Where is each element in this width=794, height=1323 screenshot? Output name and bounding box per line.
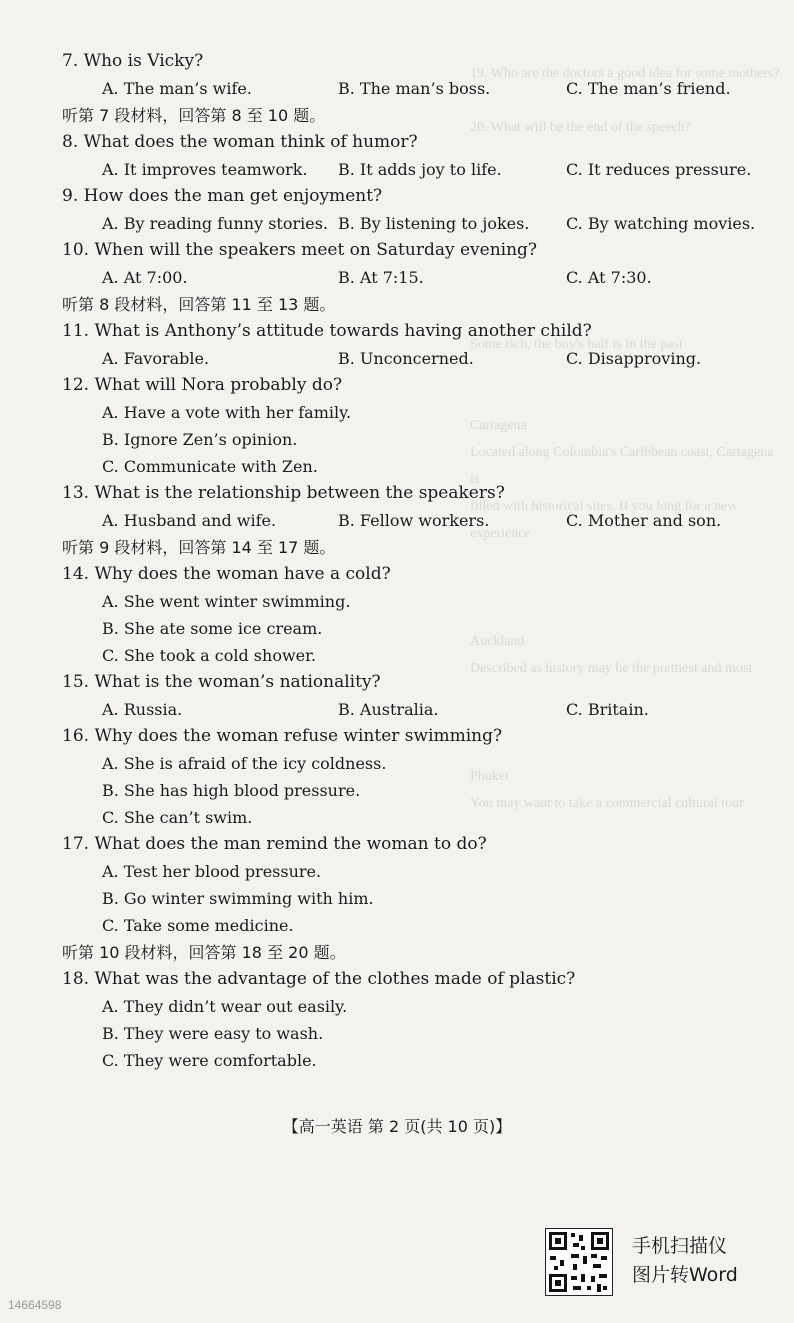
option-b: B. Unconcerned. — [338, 349, 474, 368]
question-15-options — [62, 696, 762, 723]
bleed-line: Located along Colombia's Caribbean coast, Cartagena is — [470, 445, 774, 487]
question-9-options — [62, 210, 762, 237]
option-b: B. Australia. — [338, 700, 439, 719]
question-12: 12. What will Nora probably do? — [62, 375, 343, 395]
option-a: A. Have a vote with her family. — [102, 403, 352, 422]
option-c: C. Disapproving. — [566, 349, 702, 368]
option-b: B. By listening to jokes. — [338, 214, 530, 233]
option-a: A. At 7:00. — [102, 268, 188, 287]
option-b: B. It adds joy to life. — [338, 160, 502, 179]
bleed-line: You may want to take a commercial cultural tour — [470, 796, 744, 811]
qr-caption-line1: 手机扫描仪 — [632, 1235, 728, 1257]
option-b: B. Fellow workers. — [338, 511, 490, 530]
bleed-line: Described as history may be the prettiest and most — [470, 661, 753, 676]
bleed-line: Cartagena — [470, 418, 527, 433]
question-10: 10. When will the speakers meet on Saturday evening? — [62, 240, 538, 260]
question-15: 15. What is the woman’s nationality? — [62, 672, 381, 692]
question-13-options — [62, 507, 762, 534]
document-number: 14664598 — [8, 1298, 62, 1312]
question-10-options — [62, 264, 762, 291]
exam-page-content — [62, 48, 762, 1074]
question-16: 16. Why does the woman refuse winter swimming? — [62, 726, 503, 746]
qr-caption-line2: 图片转Word — [632, 1264, 738, 1286]
option-c: C. It reduces pressure. — [566, 160, 752, 179]
bleed-line: 19. Who are the doctors a good idea for some mothers? — [470, 66, 780, 81]
question-18: 18. What was the advantage of the clothes made of plastic? — [62, 969, 576, 989]
option-a: A. Husband and wife. — [102, 511, 277, 530]
option-c: C. Communicate with Zen. — [102, 457, 318, 476]
option-a: A. Russia. — [102, 700, 183, 719]
question-17: 17. What does the man remind the woman to do? — [62, 834, 487, 854]
option-b: B. The man’s boss. — [338, 79, 491, 98]
question-8-options — [62, 156, 762, 183]
page-footer: 【高一英语 第 2 页(共 10 页)】 — [282, 1117, 512, 1136]
question-14: 14. Why does the woman have a cold? — [62, 564, 391, 584]
option-b: B. Ignore Zen’s opinion. — [102, 430, 298, 449]
option-a: A. Favorable. — [102, 349, 210, 368]
option-b: B. She has high blood pressure. — [102, 781, 361, 800]
bleed-line: Auckland — [470, 634, 525, 649]
bleed-line: Some rich, the boy's half is in the past — [470, 337, 683, 352]
option-c: C. She took a cold shower. — [102, 646, 317, 665]
bleed-line: Phuket — [470, 769, 509, 784]
option-c: C. The man’s friend. — [566, 79, 731, 98]
option-a: A. They didn’t wear out easily. — [102, 997, 348, 1016]
option-c: C. At 7:30. — [566, 268, 652, 287]
question-8: 8. What does the woman think of humor? — [62, 132, 418, 152]
option-b: B. Go winter swimming with him. — [102, 889, 374, 908]
question-13: 13. What is the relationship between the speakers? — [62, 483, 505, 503]
option-c: C. Mother and son. — [566, 511, 722, 530]
option-a: A. It improves teamwork. — [102, 160, 308, 179]
option-a: A. The man’s wife. — [102, 79, 252, 98]
option-a: A. Test her blood pressure. — [102, 862, 322, 881]
option-a: A. She is afraid of the icy coldness. — [102, 754, 387, 773]
section-heading-9: 听第 9 段材料，回答第 14 至 17 题。 — [62, 538, 336, 557]
question-11: 11. What is Anthony’s attitude towards having another child? — [62, 321, 592, 341]
bleed-line: 20. What will be the end of the speech? — [470, 120, 691, 135]
option-b: B. She ate some ice cream. — [102, 619, 323, 638]
section-heading-8: 听第 8 段材料，回答第 11 至 13 题。 — [62, 295, 336, 314]
option-c: C. By watching movies. — [566, 214, 756, 233]
question-9: 9. How does the man get enjoyment? — [62, 186, 383, 206]
section-heading-10: 听第 10 段材料，回答第 18 至 20 题。 — [62, 943, 346, 962]
question-7: 7. Who is Vicky? — [62, 51, 204, 71]
option-c: C. Britain. — [566, 700, 649, 719]
option-b: B. They were easy to wash. — [102, 1024, 324, 1043]
qr-caption — [632, 1232, 738, 1290]
bleed-line: filled with historical sites. If you long for a new experience — [470, 499, 738, 541]
option-a: A. She went winter swimming. — [102, 592, 351, 611]
question-7-options — [62, 75, 762, 102]
option-c: C. Take some medicine. — [102, 916, 294, 935]
option-b: B. At 7:15. — [338, 268, 424, 287]
question-11-options — [62, 345, 762, 372]
option-c: C. They were comfortable. — [102, 1051, 317, 1070]
option-a: A. By reading funny stories. — [102, 214, 329, 233]
section-heading-7: 听第 7 段材料，回答第 8 至 10 题。 — [62, 106, 326, 125]
qr-code-icon — [545, 1228, 613, 1296]
option-c: C. She can’t swim. — [102, 808, 253, 827]
